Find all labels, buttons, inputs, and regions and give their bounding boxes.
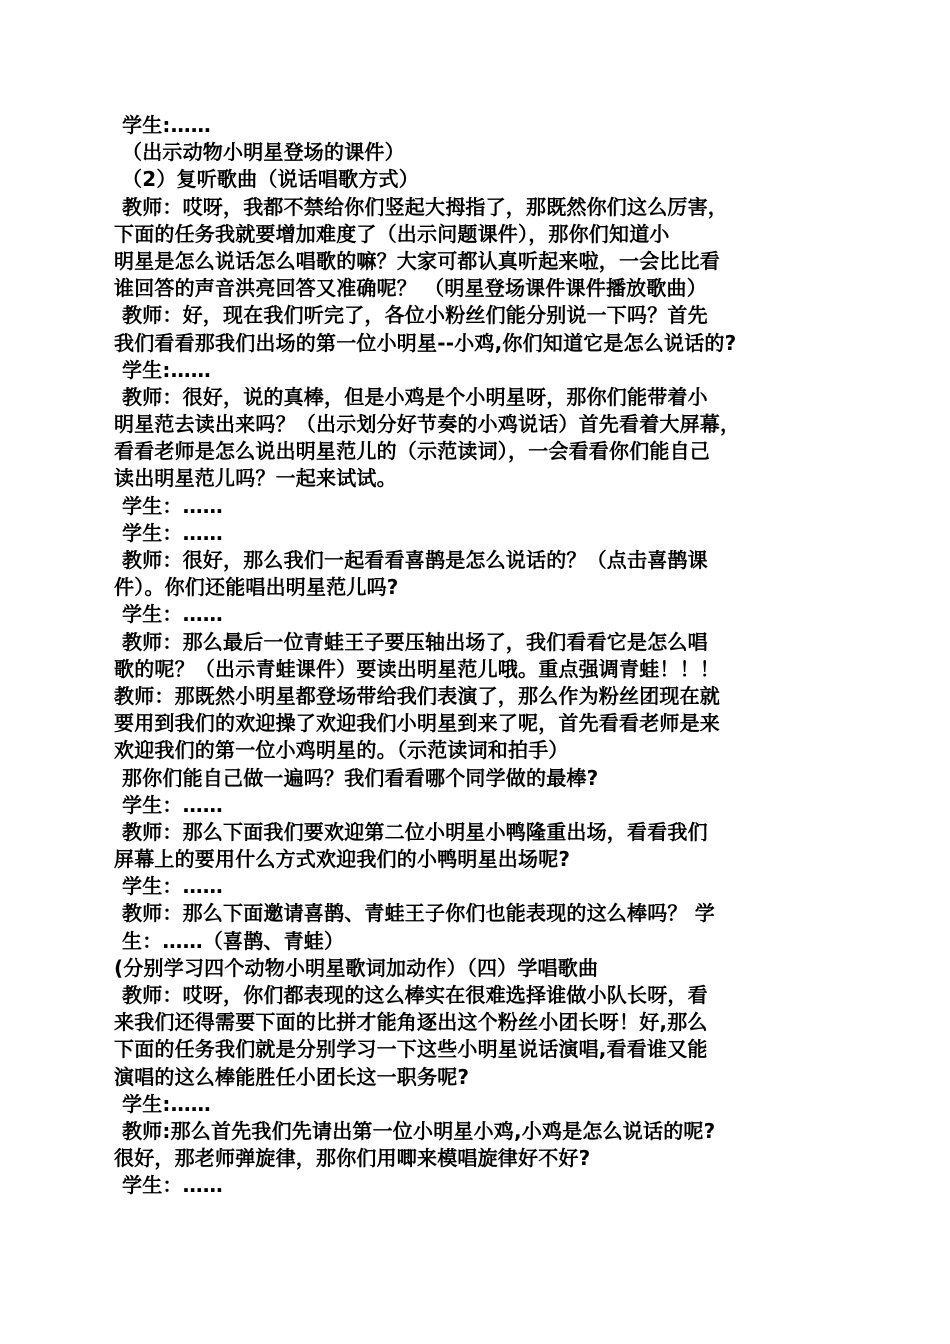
- text-line: 学生:……: [122, 357, 211, 382]
- text-line: 教师：很好，说的真棒，但是小鸡是个小明星呀，那你们能带着小: [122, 384, 708, 409]
- text-line: 要用到我们的欢迎操了欢迎我们小明星到来了呢，首先看看老师是来: [114, 711, 720, 736]
- text-line: 教师：那么最后一位青蛙王子要压轴出场了，我们看看它是怎么唱: [122, 629, 708, 654]
- text-line: 教师：那么下面邀请喜鹊、青蛙王子你们也能表现的这么棒吗？ 学: [122, 901, 715, 926]
- text-line: 欢迎我们的第一位小鸡明星的。（示范读词和拍手）: [114, 738, 569, 763]
- text-line: 下面的任务我就要增加难度了（出示问题课件），那你们知道小: [114, 221, 670, 246]
- text-line: 谁回答的声音洪亮回答又准确呢？ （明星登场课件课件播放歌曲）: [114, 276, 707, 301]
- text-line: 学生：……: [122, 520, 223, 545]
- text-line: 学生：……: [122, 493, 223, 518]
- text-line: 教师：那既然小明星都登场带给我们表演了，那么作为粉丝团现在就: [114, 683, 720, 708]
- text-line: 读出明星范儿吗？一起来试试。: [114, 466, 397, 491]
- text-line: 教师:那么首先我们先请出第一位小明星小鸡,小鸡是怎么说话的呢?: [122, 1118, 716, 1143]
- text-line: 屏幕上的要用什么方式欢迎我们的小鸭明星出场呢?: [114, 847, 571, 872]
- text-line: 来我们还得需要下面的比拼才能角逐出这个粉丝小团长呀！好,那么: [114, 1010, 708, 1035]
- text-line: （出示动物小明星登场的课件）: [122, 140, 405, 165]
- text-line: 学生：……: [122, 792, 223, 817]
- text-line: 看看老师是怎么说出明星范儿的（示范读词），一会看看你们能自己: [114, 439, 710, 464]
- text-line: 教师：哎呀，我都不禁给你们竖起大拇指了，那既然你们这么厉害，: [122, 194, 728, 219]
- text-line: 生：……（喜鹊、青蛙）: [122, 928, 345, 953]
- text-line: 学生:……: [122, 113, 211, 137]
- text-line: 那你们能自己做一遍吗？我们看看哪个同学做的最棒?: [122, 765, 599, 790]
- text-line: (分别学习四个动物小明星歌词加动作）（四）学唱歌曲: [114, 955, 599, 980]
- text-line: 件）。你们还能唱出明星范儿吗?: [114, 575, 399, 600]
- text-line: 明星范去读出来吗？（出示划分好节奏的小鸡说话）首先看着大屏幕，: [114, 412, 741, 437]
- text-line: （2）复听歌曲（说话唱歌方式）: [122, 167, 419, 192]
- text-line: 我们看看那我们出场的第一位小明星--小鸡,你们知道它是怎么说话的?: [114, 330, 737, 355]
- text-line: 下面的任务我们就是分别学习一下这些小明星说话演唱,看看谁又能: [114, 1037, 708, 1062]
- document-body: [114, 112, 854, 1200]
- text-line: 很好，那老师弹旋律，那你们用唧来模唱旋律好不好?: [114, 1146, 591, 1171]
- text-line: 教师：很好，那么我们一起看看喜鹊是怎么说话的？（点击喜鹊课: [122, 548, 708, 572]
- text-line: 演唱的这么棒能胜任小团长这一职务呢?: [114, 1064, 470, 1089]
- text-line: 明星是怎么说话怎么唱歌的嘛？大家可都认真听起来啦，一会比比看: [114, 248, 720, 273]
- text-line: 学生:……: [122, 1091, 211, 1116]
- text-line: 教师：哎呀，你们都表现的这么棒实在很难选择谁做小队长呀，看: [122, 983, 708, 1007]
- text-line: 歌的呢？（出示青蛙课件）要读出明星范儿哦。重点强调青蛙！！！: [114, 656, 720, 681]
- text-line: 学生：……: [122, 874, 223, 899]
- text-line: 教师：好，现在我们听完了，各位小粉丝们能分别说一下吗？首先: [122, 303, 708, 328]
- text-line: 学生：……: [122, 602, 223, 627]
- text-line: 教师：那么下面我们要欢迎第二位小明星小鸭隆重出场，看看我们: [122, 819, 708, 844]
- text-line: 学生：……: [122, 1173, 223, 1198]
